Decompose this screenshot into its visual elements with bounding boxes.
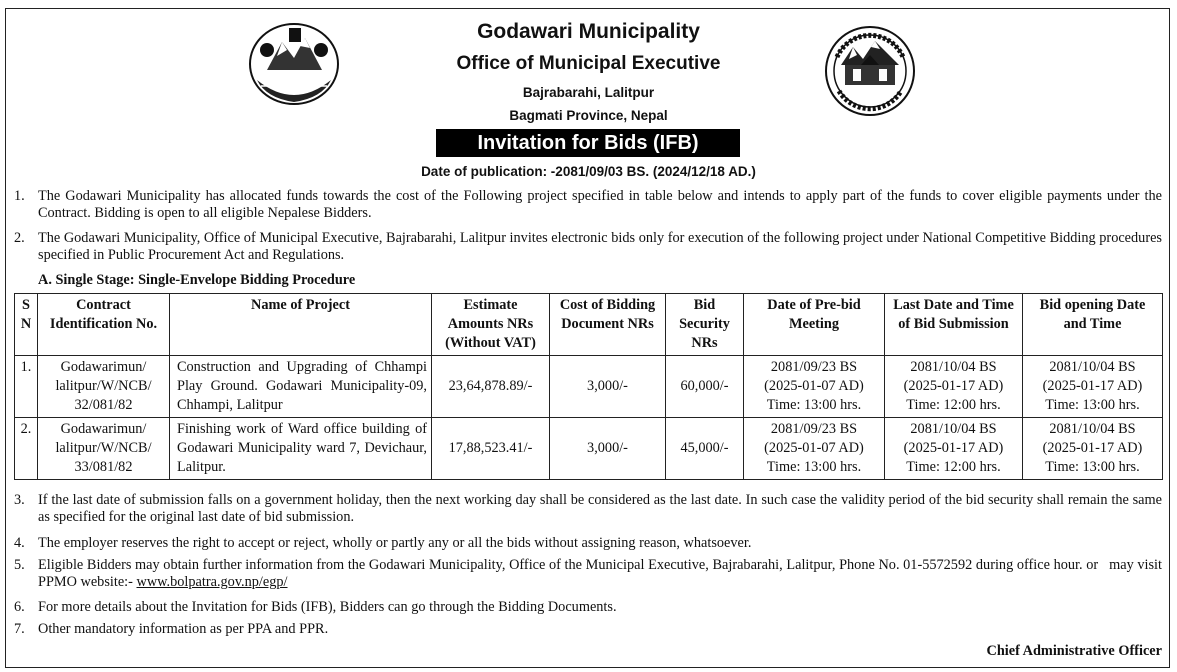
note-text: If the last date of submission falls on a government holiday, then the next working day shall be considered as the last date. In such case the validity period of the bid security shall remain the same as specified for the original last date of bid submission. <box>38 492 1162 525</box>
office-name: Office of Municipal Executive <box>456 53 721 74</box>
opening-time: Time: 13:00 hrs. <box>1045 397 1140 413</box>
cell-opening <box>1023 418 1163 480</box>
col-header-sn: S N <box>15 294 38 356</box>
cell-last-date <box>885 418 1023 480</box>
opening-ad: (2025-01-17 AD) <box>1042 440 1143 456</box>
last-bs: 2081/10/04 BS <box>910 359 997 375</box>
last-time: Time: 12:00 hrs. <box>906 459 1001 475</box>
cell-contract: Godawarimun/ lalitpur/W/NCB/ 32/081/82 <box>38 356 170 418</box>
note-number: 6. <box>14 599 25 615</box>
table-row <box>15 356 1163 418</box>
prebid-time: Time: 13:00 hrs. <box>766 459 862 475</box>
note-5 <box>14 557 1166 591</box>
cell-project: Finishing work of Ward office building of Godawari Municipality ward 7, Devichaur, Lalitpur. <box>170 418 432 480</box>
ifb-banner: Invitation for Bids (IFB) <box>436 129 740 157</box>
prebid-time: Time: 13:00 hrs. <box>766 397 862 413</box>
address-line-2: Bagmati Province, Nepal <box>509 108 668 123</box>
last-ad: (2025-01-17 AD) <box>903 378 1004 394</box>
cell-prebid <box>744 418 885 480</box>
cell-contract: Godawarimun/ lalitpur/W/NCB/ 33/081/82 <box>38 418 170 480</box>
opening-ad: (2025-01-17 AD) <box>1042 378 1143 394</box>
col-header-prebid: Date of Pre-bid Meeting <box>744 294 885 356</box>
address-line-1: Bajrabarahi, Lalitpur <box>522 85 655 100</box>
col-header-cost: Cost of Bidding Document NRs <box>550 294 666 356</box>
signature-title: Chief Administrative Officer <box>986 643 1162 659</box>
paragraph-number: 1. <box>14 188 25 204</box>
prebid-ad: (2025-01-07 AD) <box>764 378 864 394</box>
cell-sn: 2. <box>15 418 38 480</box>
cell-estimate: 17,88,523.41/- <box>432 418 550 480</box>
note-text: For more details about the Invitation for Bids (IFB), Bidders can go through the Bidding Documents. <box>38 599 617 615</box>
note-text: The employer reserves the right to accept or reject, wholly or partly any or all the bids without assigning reason, whatsoever. <box>38 535 752 551</box>
section-a-heading: A. Single Stage: Single-Envelope Bidding Procedure <box>38 272 356 288</box>
note-7 <box>14 621 1162 638</box>
cell-security: 45,000/- <box>666 418 744 480</box>
last-bs: 2081/10/04 BS <box>910 421 997 437</box>
note-number: 7. <box>14 621 25 637</box>
note-number: 3. <box>14 492 25 508</box>
note-5-text: Eligible Bidders may obtain further information from the Godawari Municipality, Office of the Municipal Executive, Bajrabarahi, Lalitpur, Phone No. 01-5572592 during office hour. or may visit PPMO website:- <box>38 557 1166 590</box>
paragraph-1 <box>14 188 1162 222</box>
note-number: 4. <box>14 535 25 551</box>
cell-opening <box>1023 356 1163 418</box>
col-header-estimate: Estimate Amounts NRs (Without VAT) <box>432 294 550 356</box>
prebid-bs: 2081/09/23 BS <box>770 421 858 437</box>
opening-bs: 2081/10/04 BS <box>1049 421 1136 437</box>
note-3 <box>14 492 1162 526</box>
paragraph-number: 2. <box>14 230 25 246</box>
note-text: Other mandatory information as per PPA and PPR. <box>38 621 329 637</box>
note-number: 5. <box>14 557 25 573</box>
prebid-ad: (2025-01-07 AD) <box>764 440 864 456</box>
paragraph-text: The Godawari Municipality, Office of Municipal Executive, Bajrabarahi, Lalitpur invites electronic bids only for execution of the following project under National Competitive Bidding procedures specified in Public Procurement Act and Regulations. <box>38 230 1162 263</box>
cell-cost: 3,000/- <box>550 418 666 480</box>
ppmo-website-link[interactable]: www.bolpatra.gov.np/egp/ <box>136 574 288 590</box>
bid-table <box>14 293 1163 480</box>
paragraph-text: The Godawari Municipality has allocated funds towards the cost of the Following project specified in table below and intends to apply part of the funds to cover eligible payments under the Contract. Bidding is open to all eligible Nepalese Bidders. <box>38 188 1162 221</box>
cell-project: Construction and Upgrading of Chhampi Play Ground. Godawari Municipality-09, Chhampi, Lalitpur <box>170 356 432 418</box>
col-header-security: Bid Security NRs <box>666 294 744 356</box>
table-row <box>15 418 1163 480</box>
col-header-project: Name of Project <box>170 294 432 356</box>
cell-estimate: 23,64,878.89/- <box>432 356 550 418</box>
cell-sn: 1. <box>15 356 38 418</box>
prebid-bs: 2081/09/23 BS <box>770 359 858 375</box>
cell-cost: 3,000/- <box>550 356 666 418</box>
table-header-row <box>15 294 1163 356</box>
opening-time: Time: 13:00 hrs. <box>1045 459 1140 475</box>
note-4 <box>14 535 1162 552</box>
paragraph-2 <box>14 230 1162 264</box>
note-6 <box>14 599 1162 616</box>
cell-security: 60,000/- <box>666 356 744 418</box>
col-header-last-date: Last Date and Time of Bid Submission <box>885 294 1023 356</box>
cell-last-date <box>885 356 1023 418</box>
col-header-opening: Bid opening Date and Time <box>1023 294 1163 356</box>
cell-prebid <box>744 356 885 418</box>
last-ad: (2025-01-17 AD) <box>903 440 1004 456</box>
note-text <box>38 557 1166 591</box>
org-name: Godawari Municipality <box>477 20 700 43</box>
publication-date: Date of publication: -2081/09/03 BS. (2024/12/18 AD.) <box>421 164 756 179</box>
last-time: Time: 12:00 hrs. <box>906 397 1001 413</box>
col-header-contract: Contract Identification No. <box>38 294 170 356</box>
opening-bs: 2081/10/04 BS <box>1049 359 1136 375</box>
